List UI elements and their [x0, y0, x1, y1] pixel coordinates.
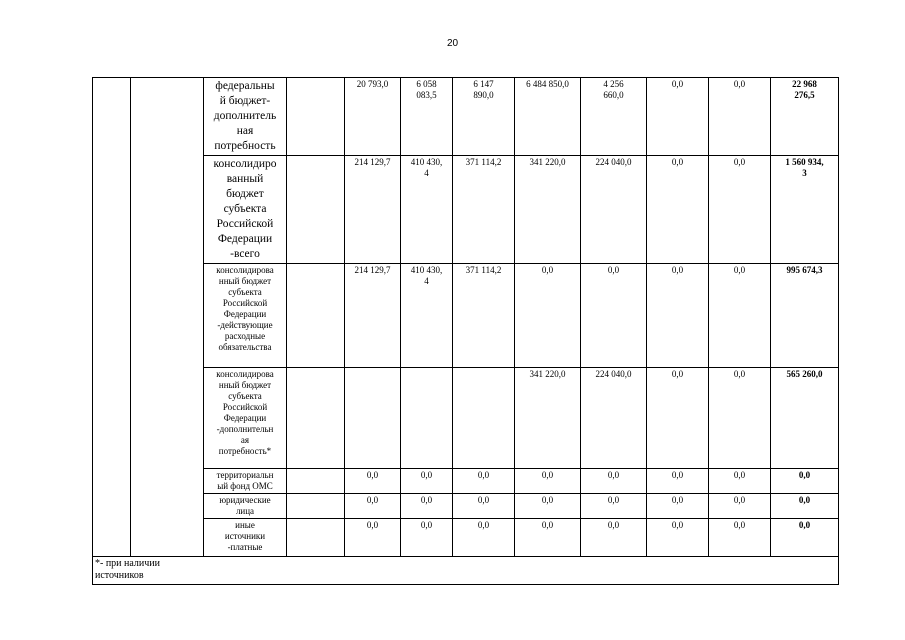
value-cell: 0,0 [647, 494, 709, 519]
total-cell: 1 560 934, 3 [771, 156, 839, 264]
total-cell: 995 674,3 [771, 264, 839, 368]
total-cell: 565 260,0 [771, 368, 839, 469]
value-cell: 0,0 [647, 519, 709, 557]
value-cell [453, 368, 515, 469]
budget-table [92, 77, 839, 585]
value-cell: 0,0 [581, 494, 647, 519]
total-cell: 22 968 276,5 [771, 78, 839, 156]
blank-cell [287, 368, 345, 469]
table-row [93, 368, 839, 469]
blank-name-cell [131, 78, 204, 557]
blank-cell [287, 78, 345, 156]
blank-cell [287, 469, 345, 494]
value-cell: 0,0 [647, 156, 709, 264]
value-cell: 341 220,0 [515, 156, 581, 264]
value-cell: 20 793,0 [345, 78, 401, 156]
table-row [93, 78, 839, 156]
value-cell: 0,0 [709, 78, 771, 156]
value-cell: 0,0 [345, 469, 401, 494]
value-cell: 410 430, 4 [401, 156, 453, 264]
table-body [93, 78, 839, 585]
value-cell: 0,0 [515, 264, 581, 368]
source-cell: территориальн ый фонд ОМС [204, 469, 287, 494]
value-cell: 0,0 [581, 264, 647, 368]
value-cell: 0,0 [401, 469, 453, 494]
source-cell: федеральны й бюджет- дополнитель ная потребность [204, 78, 287, 156]
blank-cell [287, 519, 345, 557]
source-cell: иные источники -платные [204, 519, 287, 557]
footnote-cell: *- при наличии источников [93, 557, 839, 585]
value-cell: 0,0 [453, 519, 515, 557]
blank-cell [287, 264, 345, 368]
table-row [93, 494, 839, 519]
value-cell: 0,0 [581, 469, 647, 494]
value-cell: 0,0 [647, 78, 709, 156]
total-cell: 0,0 [771, 469, 839, 494]
value-cell: 224 040,0 [581, 156, 647, 264]
blank-cell [287, 494, 345, 519]
value-cell: 0,0 [647, 368, 709, 469]
table-row [93, 156, 839, 264]
value-cell: 0,0 [709, 368, 771, 469]
value-cell: 6 484 850,0 [515, 78, 581, 156]
value-cell: 0,0 [453, 494, 515, 519]
value-cell: 0,0 [515, 494, 581, 519]
value-cell: 214 129,7 [345, 156, 401, 264]
value-cell: 0,0 [345, 519, 401, 557]
value-cell: 4 256 660,0 [581, 78, 647, 156]
blank-number-cell [93, 78, 131, 557]
value-cell: 0,0 [709, 156, 771, 264]
table-row [93, 519, 839, 557]
value-cell [345, 368, 401, 469]
value-cell: 0,0 [581, 519, 647, 557]
source-cell: консолидирова нный бюджет субъекта Российской Федерации -действующие расходные обязательства [204, 264, 287, 368]
table-row [93, 469, 839, 494]
value-cell: 0,0 [515, 519, 581, 557]
value-cell: 214 129,7 [345, 264, 401, 368]
value-cell: 224 040,0 [581, 368, 647, 469]
value-cell: 0,0 [709, 494, 771, 519]
value-cell: 0,0 [647, 264, 709, 368]
value-cell: 0,0 [709, 469, 771, 494]
source-cell: консолидирова нный бюджет субъекта Российской Федерации -дополнительн ая потребность* [204, 368, 287, 469]
total-cell: 0,0 [771, 519, 839, 557]
value-cell: 0,0 [401, 519, 453, 557]
blank-cell [287, 156, 345, 264]
value-cell: 0,0 [401, 494, 453, 519]
table-row [93, 264, 839, 368]
value-cell: 0,0 [647, 469, 709, 494]
page-number: 20 [446, 38, 459, 49]
value-cell: 341 220,0 [515, 368, 581, 469]
value-cell [401, 368, 453, 469]
value-cell: 0,0 [515, 469, 581, 494]
value-cell: 0,0 [345, 494, 401, 519]
value-cell: 6 147 890,0 [453, 78, 515, 156]
value-cell: 410 430, 4 [401, 264, 453, 368]
value-cell: 371 114,2 [453, 156, 515, 264]
source-cell: юридические лица [204, 494, 287, 519]
value-cell: 6 058 083,5 [401, 78, 453, 156]
value-cell: 0,0 [709, 264, 771, 368]
value-cell: 371 114,2 [453, 264, 515, 368]
footnote-row [93, 557, 839, 585]
total-cell: 0,0 [771, 494, 839, 519]
value-cell: 0,0 [709, 519, 771, 557]
value-cell: 0,0 [453, 469, 515, 494]
source-cell: консолидиро ванный бюджет субъекта Российской Федерации -всего [204, 156, 287, 264]
